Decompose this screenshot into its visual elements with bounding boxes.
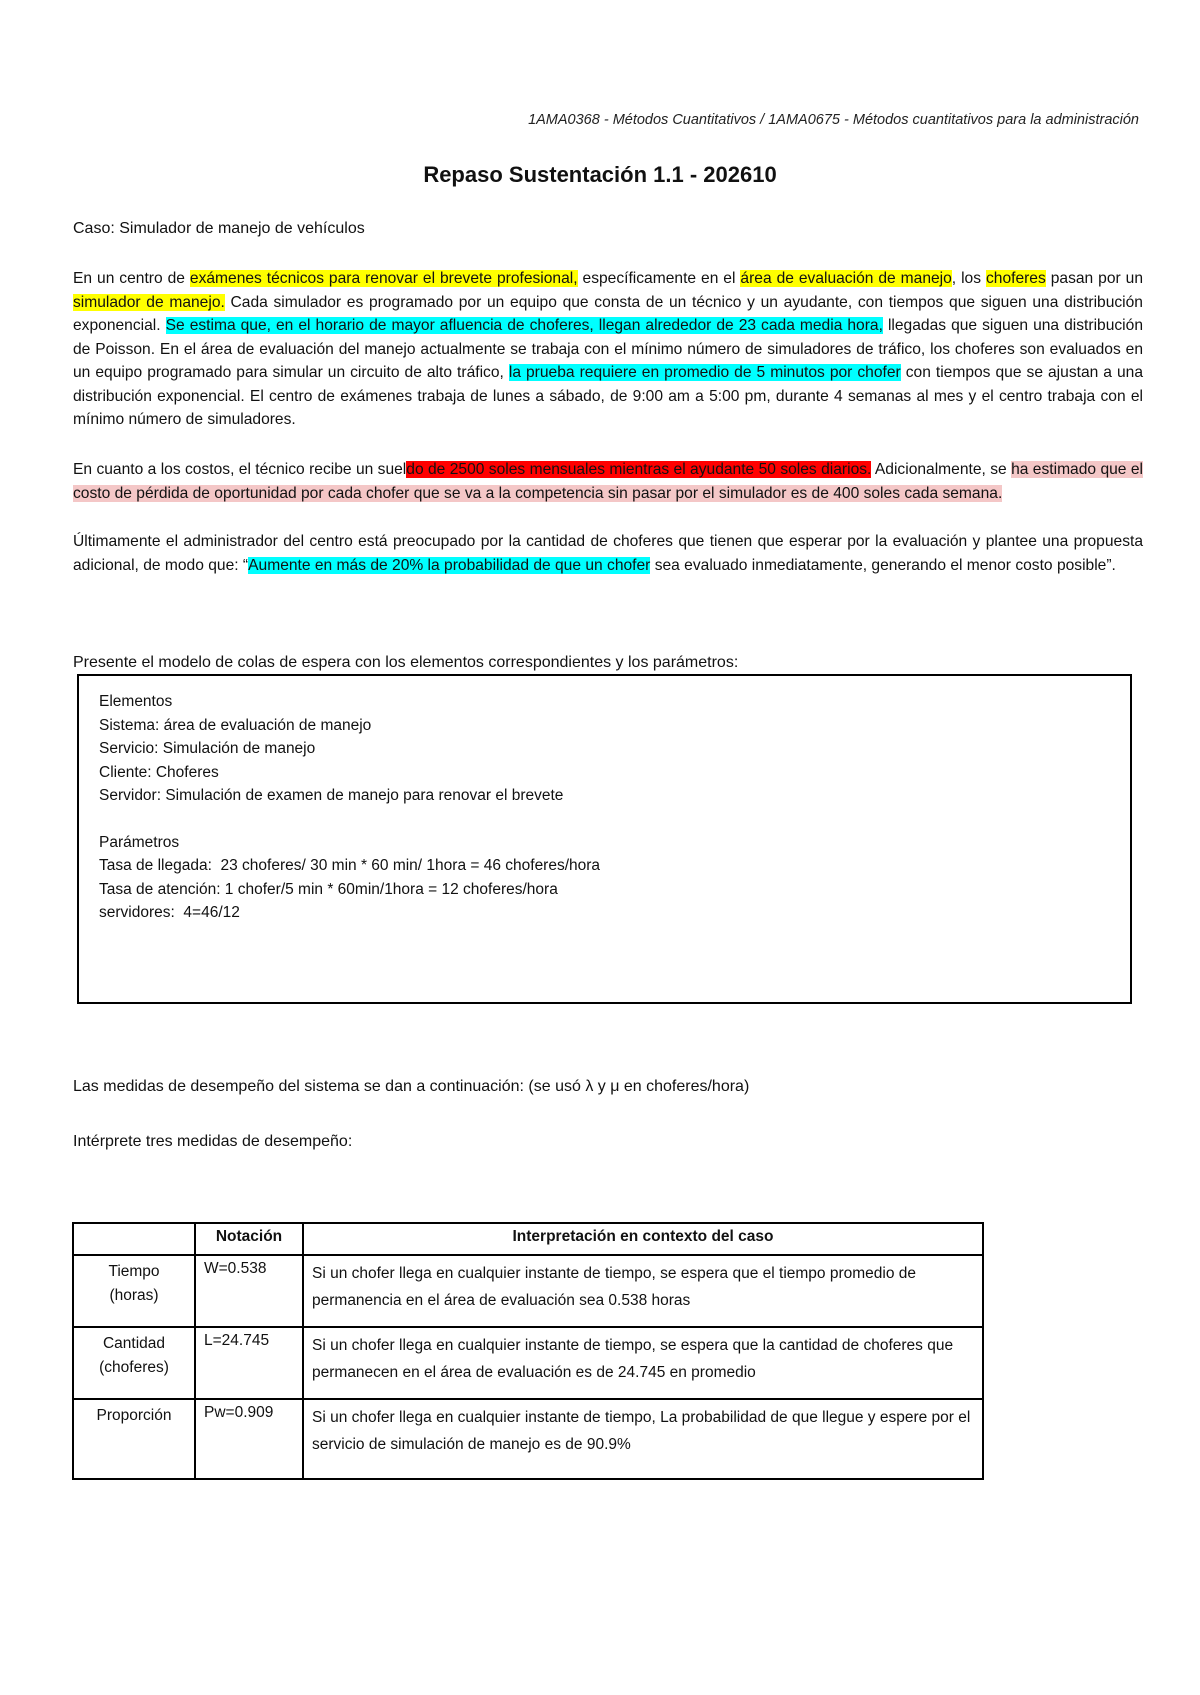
element-cliente: Cliente: Choferes [99,763,219,781]
param-service-rate: Tasa de atención: 1 chofer/5 min * 60min/1hora = 12 choferes/hora [99,880,558,898]
text-segment: En cuanto a los costos, el técnico recibe un suel [73,461,407,478]
text-segment: Últimamente el administrador del centro está preocupado por la cantidad de choferes que tienen que esperar por la evaluación y plantee una propuesta adicional, de modo que: “ [73,533,1143,574]
highlighted-text-cyan: Se estima que, en el horario de mayor afluencia de choferes, llegan alrededor de 23 cada media hora, [165,317,883,334]
text-segment: Adicionalmente, se [871,461,1012,478]
course-header: 1AMA0368 - Métodos Cuantitativos / 1AMA0675 - Métodos cuantitativos para la administración [528,112,1139,128]
text-segment: Cada simulador es programado por un equipo que consta de un técnico y un ayudante, con tiempos que siguen una distribución exponencial. [73,293,1143,334]
param-servers: servidores: 4=46/12 [99,904,240,921]
row-interpretation: Si un chofer llega en cualquier instante de tiempo, se espera que el tiempo promedio de permanencia en el área de evaluación sea 0.538 horas [303,1255,983,1327]
question-performance: Las medidas de desempeño del sistema se dan a continuación: (se usó λ y μ en choferes/hora) [73,1078,750,1095]
case-paragraph-1 [73,267,1143,432]
elements-title: Elementos [99,693,173,710]
highlighted-text-cyan: Aumente en más de 20% la probabilidad de que un chofer [248,556,651,574]
row-interpretation: Si un chofer llega en cualquier instante de tiempo, se espera que la cantidad de choferes que permanecen en el área de evaluación es de 24.745 en promedio [303,1327,983,1399]
category-unit: (horas) [109,1287,159,1304]
row-interpretation: Si un chofer llega en cualquier instante de tiempo, La probabilidad de que llegue y espere por el servicio de simulación de manejo es de 90.9% [303,1399,983,1479]
row-notation: W=0.538 [195,1255,303,1327]
highlighted-text-cyan: la prueba requiere en promedio de 5 minutos por chofer [508,364,901,381]
row-notation: L=24.745 [195,1327,303,1399]
table-row [73,1327,983,1399]
table-row [73,1399,983,1479]
text-segment: específicamente en el [577,270,741,287]
category-name: Cantidad [102,1335,166,1352]
answer-box-model [77,674,1132,1004]
category-name: Tiempo [108,1263,160,1280]
text-segment: llegadas que siguen una distribución de Poisson. En el área de evaluación del manejo actualmente se trabaja con el mínimo número de simuladores de tráfico, los choferes son evaluados en un equipo programado para simular un circuito de alto tráfico, [73,317,1143,381]
element-sistema: Sistema: área de evaluación de manejo [99,716,372,734]
header-interpretation: Interpretación en contexto del caso [303,1223,983,1255]
element-servidor: Servidor: Simulación de examen de manejo para renovar el brevete [99,787,564,804]
text-segment: En un centro de [73,270,190,287]
question-interpret: Intérprete tres medidas de desempeño: [73,1133,353,1150]
case-paragraph-proposal [73,530,1143,577]
performance-table [72,1222,984,1480]
category-name: Proporción [96,1407,172,1424]
row-category [73,1399,195,1479]
text-segment: , los [951,270,986,287]
highlighted-text-pink: ha estimado que el costo de pérdida de oportunidad por cada chofer que se va a la competencia sin pasar por el simulador es de 400 soles cada semana. [73,461,1143,502]
table-header-row [73,1223,983,1255]
row-category [73,1327,195,1399]
row-category [73,1255,195,1327]
highlighted-text-yellow: exámenes técnicos para renovar el brevete profesional, [189,270,578,287]
highlighted-text-yellow: simulador de manejo. [73,293,225,311]
page-title: Repaso Sustentación 1.1 - 202610 [423,162,777,187]
table-row [73,1255,983,1327]
highlighted-text-red: do de 2500 soles mensuales mientras el ayudante 50 soles diarios. [406,461,872,478]
param-arrival-rate: Tasa de llegada: 23 choferes/ 30 min * 60 min/ 1hora = 46 choferes/hora [99,857,601,874]
element-servicio: Servicio: Simulación de manejo [99,740,316,757]
header-empty [73,1223,195,1255]
row-notation: Pw=0.909 [195,1399,303,1479]
case-paragraph-costs [73,458,1143,505]
text-segment: con tiempos que se ajustan a una distribución exponencial. El centro de exámenes trabaja de lunes a sábado, de 9:00 am a 5:00 pm, durante 4 semanas al mes y el centro trabaja con el mínimo número de simuladores. [73,364,1143,428]
text-segment: pasan por un [1045,270,1143,287]
params-title: Parámetros [99,833,180,851]
highlighted-text-yellow: choferes [985,270,1046,287]
header-notation: Notación [195,1223,303,1255]
question-model: Presente el modelo de colas de espera con los elementos correspondientes y los parámetros: [73,654,739,671]
text-segment: sea evaluado inmediatamente, generando el menor costo posible”. [650,556,1116,574]
case-title: Caso: Simulador de manejo de vehículos [73,220,365,237]
highlighted-text-yellow: área de evaluación de manejo [740,270,952,287]
category-unit: (choferes) [99,1359,169,1376]
